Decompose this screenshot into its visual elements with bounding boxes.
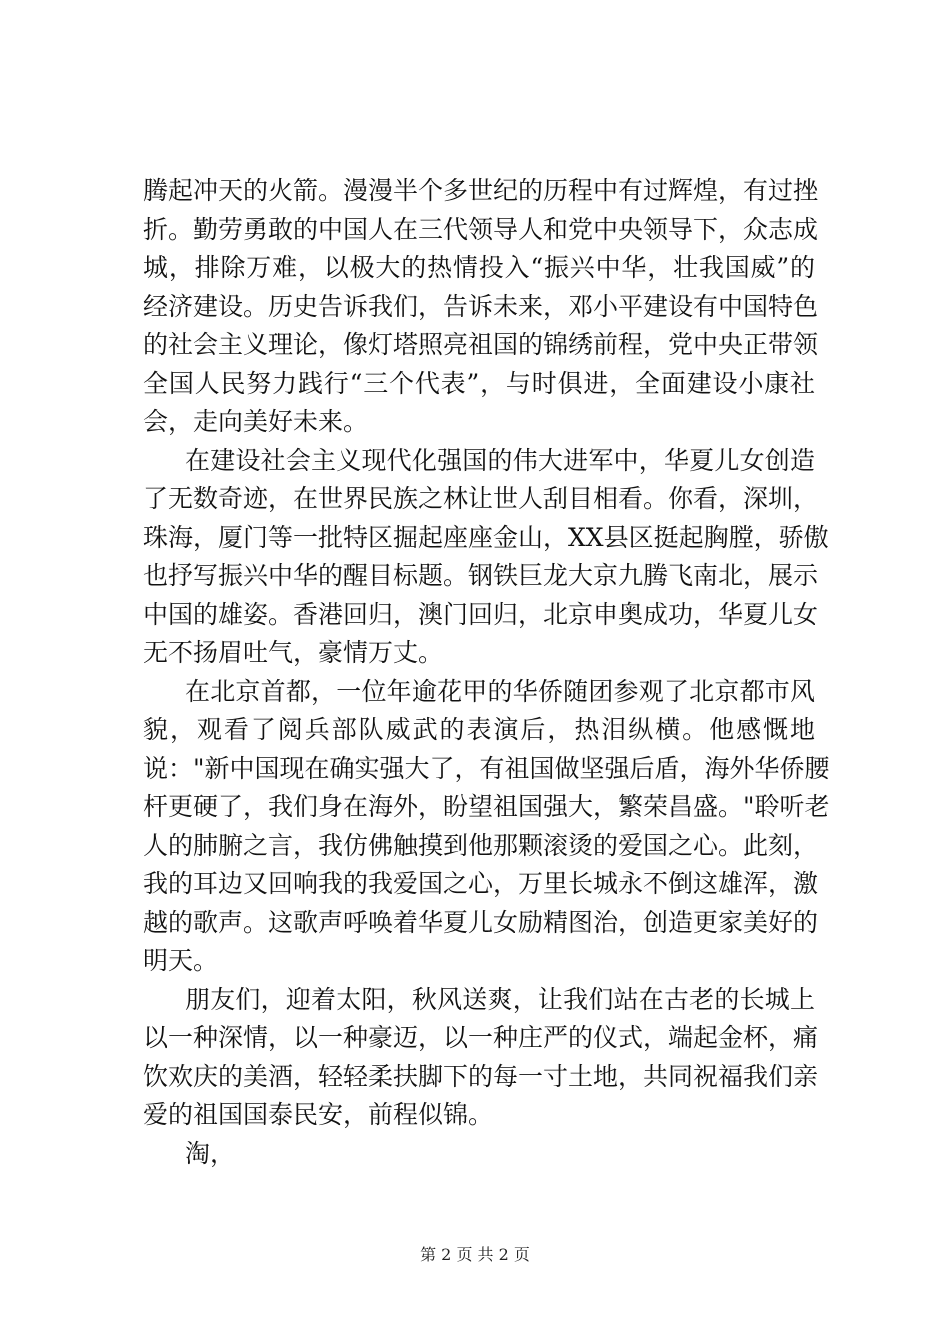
paragraph-first-line: 在北京首都，一位年逾花甲的华侨随团参观了北京都市风 [185,676,815,706]
text-line: 明天。 [143,946,219,975]
text-line: 的社会主义理论，像灯塔照亮祖国的锦绣前程，党中央正带领 [143,330,819,359]
text-line: 城，排除万难，以极大的热情投入“振兴中华，壮我国威”的 [143,253,815,282]
text-line: 貌，观看了阅兵部队威武的表演后，热泪纵横。他感慨地 [143,715,815,744]
text-line: 越的歌声。这歌声呼唤着华夏儿女励精图治，创造更家美好的 [143,907,819,937]
text-line: 也抒写振兴中华的醒目标题。钢铁巨龙大京九腾飞南北，展示 [143,561,819,590]
text-line: 说："新中国现在确实强大了，有祖国做坚强后盾，海外华侨腰 [143,753,830,783]
text-line: 经济建设。历史告诉我们，告诉未来，邓小平建设有中国特色 [143,291,819,321]
body-text [143,172,830,1173]
text-line: 中国的雄姿。香港回归，澳门回归，北京申奥成功，华夏儿女 [143,599,819,629]
page-number-footer: 第 2 页 共 2 页 [420,1245,530,1264]
text-line: 饮欢庆的美酒，轻轻柔扶脚下的每一寸土地，共同祝福我们亲 [143,1061,819,1091]
paragraph-first-line: 朋友们，迎着太阳，秋风送爽，让我们站在古老的长城上 [185,984,815,1014]
paragraph-first-line: 淘， [185,1138,236,1168]
paragraph-first-line: 在建设社会主义现代化强国的伟大进军中，华夏儿女创造 [185,445,815,475]
text-line: 人的肺腑之言，我仿佛触摸到他那颗滚烫的爱国之心。此刻， [143,830,819,860]
text-line: 会，走向美好未来。 [143,407,369,436]
text-line: 爱的祖国国泰民安，前程似锦。 [143,1100,494,1129]
text-line: 了无数奇迹，在世界民族之林让世人刮目相看。你看，深圳， [143,484,819,513]
text-line: 全国人民努力践行“三个代表”，与时俱进，全面建设小康社 [143,368,815,398]
text-line: 杆更硬了，我们身在海外，盼望祖国强大，繁荣昌盛。"聆听老 [143,792,830,821]
text-line: 无不扬眉吐气，豪情万丈。 [143,638,444,667]
text-line: 我的耳边又回响我的我爱国之心，万里长城永不倒这雄浑，激 [143,869,819,898]
text-line: 折。勤劳勇敢的中国人在三代领导人和党中央领导下，众志成 [143,214,819,244]
text-line: 珠海，厦门等一批特区掘起座座金山，XX县区挺起胸膛，骄傲 [143,522,829,552]
text-line: 腾起冲天的火箭。漫漫半个多世纪的历程中有过辉煌，有过挫 [143,176,819,205]
text-line: 以一种深情，以一种豪迈，以一种庄严的仪式，端起金杯，痛 [143,1023,819,1052]
